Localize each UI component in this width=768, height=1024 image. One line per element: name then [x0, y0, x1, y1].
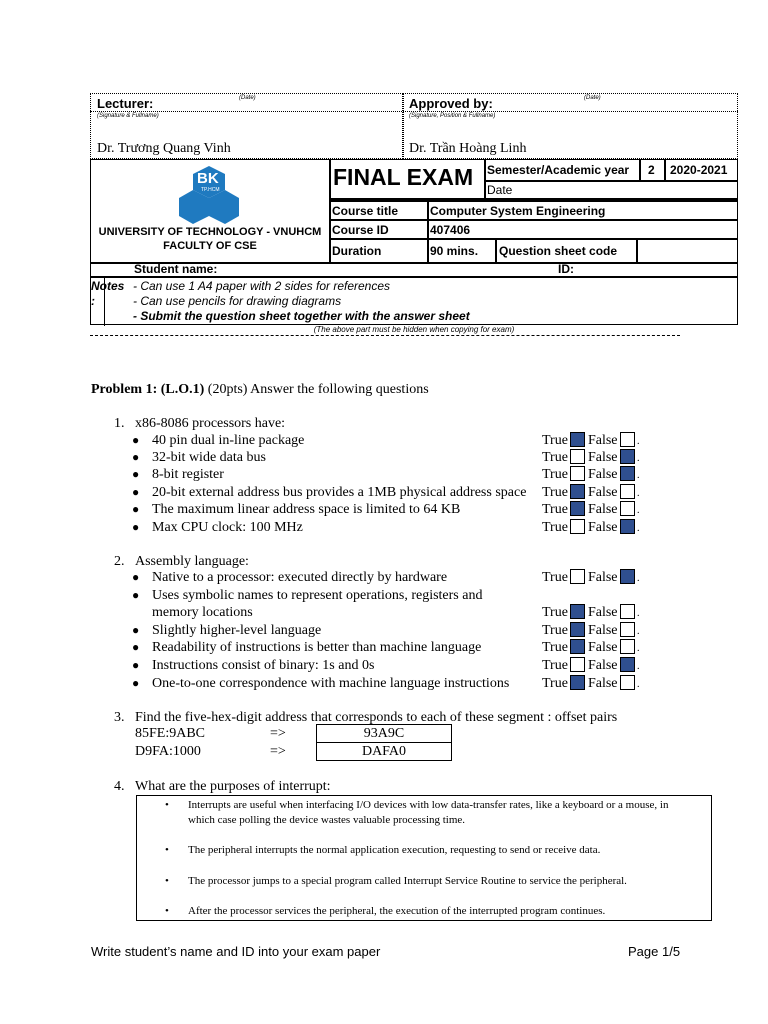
trailing-dot: . — [634, 661, 640, 672]
trailing-dot: . — [634, 488, 640, 499]
q3-arrow-1: => — [270, 726, 286, 741]
course-id-label: Course ID — [332, 223, 389, 237]
false-label: False — [587, 485, 618, 500]
trailing-dot: . — [634, 470, 640, 481]
problem-title — [91, 382, 429, 398]
q2-true-false — [542, 657, 640, 674]
true-label: True — [542, 623, 568, 638]
q2-true-false — [542, 675, 640, 692]
q4-item-2: The peripheral interrupts the normal application execution, requesting to send or receive data. — [188, 844, 601, 856]
q2-number: 2. — [114, 554, 125, 569]
q2-item-text: Uses symbolic names to represent operations, registers and — [152, 588, 483, 603]
q1-true-false — [542, 432, 640, 449]
trailing-dot: . — [634, 573, 640, 584]
true-checkbox[interactable] — [570, 432, 585, 447]
semester-label-cell — [485, 159, 640, 181]
trailing-dot: . — [634, 505, 640, 516]
trailing-dot: . — [634, 608, 640, 619]
q1-item-text: Max CPU clock: 100 MHz — [152, 520, 303, 535]
true-checkbox[interactable] — [570, 466, 585, 481]
lecturer-name: Dr. Trương Quang Vinh — [97, 141, 231, 156]
q1-true-false — [542, 519, 640, 536]
notes-divider — [104, 278, 105, 326]
year-value: 2020-2021 — [670, 163, 728, 177]
trailing-dot: . — [634, 436, 640, 447]
q2-bullet: ● — [132, 570, 140, 584]
note-2: - Can use pencils for drawing diagrams — [133, 294, 342, 308]
exam-title-cell — [330, 159, 485, 199]
true-checkbox[interactable] — [570, 657, 585, 672]
q1-number: 1. — [114, 416, 125, 431]
q1-true-false — [542, 501, 640, 518]
q2-true-false — [542, 639, 640, 656]
qcode-label-cell — [496, 239, 637, 263]
q1-item-text: The maximum linear address space is limited to 64 KB — [152, 502, 461, 517]
q2-bullet: ● — [132, 588, 140, 602]
approver-name: Dr. Trần Hoàng Linh — [409, 141, 527, 156]
page-number: Page 1/5 — [628, 944, 681, 959]
true-checkbox[interactable] — [570, 569, 585, 584]
exam-title: FINAL EXAM — [333, 164, 474, 190]
q3-text: Find the five-hex-digit address that corresponds to each of these segment : offset pairs — [135, 710, 618, 725]
divider — [90, 111, 738, 112]
true-label: True — [542, 485, 568, 500]
q1-bullet: ● — [132, 485, 140, 499]
notes-box — [90, 277, 738, 325]
q2-bullet: ● — [132, 623, 140, 637]
q1-bullet: ● — [132, 502, 140, 516]
logo-sub: TP.HCM — [201, 187, 220, 193]
false-checkbox[interactable] — [620, 519, 635, 534]
q1-bullet: ● — [132, 520, 140, 534]
false-checkbox[interactable] — [620, 657, 635, 672]
q2-bullet: ● — [132, 640, 140, 654]
lecturer-date-label: (Date) — [239, 95, 256, 101]
q3-pair-2: D9FA:1000 — [135, 744, 201, 759]
approver-sign-label: (Signature, Position & Fullname) — [409, 113, 496, 119]
true-checkbox[interactable] — [570, 449, 585, 464]
false-checkbox[interactable] — [620, 639, 635, 654]
true-label: True — [542, 605, 568, 620]
course-title-label-cell — [330, 201, 428, 220]
lecturer-box — [90, 93, 403, 159]
course-id-value-cell — [428, 220, 738, 239]
course-id-value: 407406 — [430, 223, 471, 237]
true-checkbox[interactable] — [570, 675, 585, 690]
q4-number: 4. — [114, 779, 125, 794]
q2-bullet: ● — [132, 676, 140, 690]
q2-text: Assembly language: — [135, 554, 249, 569]
false-label: False — [587, 450, 618, 465]
duration-label-cell — [330, 239, 428, 263]
date-label: Date — [487, 183, 513, 197]
false-label: False — [587, 676, 618, 691]
q3-answer-2: DAFA0 — [316, 742, 452, 761]
true-checkbox[interactable] — [570, 622, 585, 637]
course-title-value-cell — [428, 201, 738, 220]
true-label: True — [542, 676, 568, 691]
true-checkbox[interactable] — [570, 639, 585, 654]
true-label: True — [542, 520, 568, 535]
hidden-note: (The above part must be hidden when copying for exam) — [313, 325, 515, 334]
false-label: False — [587, 623, 618, 638]
trailing-dot: . — [634, 626, 640, 637]
true-checkbox[interactable] — [570, 519, 585, 534]
logo-text: BK — [197, 170, 219, 187]
q1-item-text: 20-bit external address bus provides a 1MB physical address space — [152, 485, 527, 500]
q2-item-text: Instructions consist of binary: 1s and 0s — [152, 658, 375, 673]
course-id-label-cell — [330, 220, 428, 239]
false-checkbox[interactable] — [620, 675, 635, 690]
false-checkbox[interactable] — [620, 569, 635, 584]
duration-label: Duration — [332, 244, 382, 258]
q4-bullet-3: • — [165, 875, 169, 887]
true-label: True — [542, 658, 568, 673]
true-label: True — [542, 433, 568, 448]
q1-true-false — [542, 484, 640, 501]
q3-answer-1: 93A9C — [316, 724, 452, 743]
student-name-label: Student name: — [134, 262, 218, 276]
false-checkbox[interactable] — [620, 484, 635, 499]
q4-item-3: The processor jumps to a special program called Interrupt Service Routine to service the peripheral. — [188, 875, 627, 887]
lecturer-sign-label: (Signature & Fullname) — [97, 113, 159, 119]
university-block — [90, 159, 330, 263]
q4-text: What are the purposes of interrupt: — [135, 779, 331, 794]
true-checkbox[interactable] — [570, 604, 585, 619]
q1-true-false — [542, 466, 640, 483]
q2-item-text: Native to a processor: executed directly by hardware — [152, 570, 448, 585]
footer-instruction: Write student’s name and ID into your exam paper — [91, 944, 381, 959]
duration-value: 90 mins. — [430, 244, 479, 258]
course-title-value: Computer System Engineering — [430, 204, 606, 218]
true-label: True — [542, 570, 568, 585]
true-label: True — [542, 640, 568, 655]
notes-colon: : — [91, 294, 95, 308]
note-3: - Submit the question sheet together with the answer sheet — [133, 309, 470, 323]
q4-answer-box — [136, 795, 712, 921]
true-label: True — [542, 467, 568, 482]
true-label: True — [542, 502, 568, 517]
problem-title-rest: (20pts) Answer the following questions — [204, 382, 429, 397]
approved-label: Approved by: — [409, 96, 493, 111]
q2-item-text-cont: memory locations — [152, 605, 253, 620]
false-label: False — [587, 570, 618, 585]
false-label: False — [587, 433, 618, 448]
trailing-dot: . — [634, 679, 640, 690]
false-label: False — [587, 658, 618, 673]
note-1: - Can use 1 A4 paper with 2 sides for references — [133, 279, 391, 293]
year-value-cell — [665, 159, 738, 181]
false-checkbox[interactable] — [620, 432, 635, 447]
trailing-dot: . — [634, 523, 640, 534]
q1-item-text: 40 pin dual in-line package — [152, 433, 305, 448]
true-checkbox[interactable] — [570, 484, 585, 499]
false-label: False — [587, 520, 618, 535]
university-name: UNIVERSITY OF TECHNOLOGY - VNUHCM — [98, 226, 322, 238]
false-label: False — [587, 605, 618, 620]
approver-date-label: (Date) — [584, 95, 601, 101]
q1-text: x86-8086 processors have: — [135, 416, 286, 431]
cut-line — [90, 335, 680, 336]
q3-number: 3. — [114, 710, 125, 725]
q1-bullet: ● — [132, 467, 140, 481]
q2-true-false — [542, 569, 640, 586]
true-checkbox[interactable] — [570, 501, 585, 516]
false-checkbox[interactable] — [620, 604, 635, 619]
trailing-dot: . — [634, 453, 640, 464]
student-row — [90, 263, 738, 277]
q4-bullet-2: • — [165, 844, 169, 856]
q2-bullet: ● — [132, 658, 140, 672]
q4-bullet-4: • — [165, 905, 169, 917]
semester-value-cell — [640, 159, 665, 181]
lecturer-label: Lecturer: — [97, 96, 154, 111]
duration-value-cell — [428, 239, 496, 263]
notes-label: Notes — [91, 279, 125, 293]
q1-item-text: 8-bit register — [152, 467, 224, 482]
false-checkbox[interactable] — [620, 449, 635, 464]
q3-arrow-2: => — [270, 744, 286, 759]
course-title-label: Course title — [332, 204, 399, 218]
qcode-label: Question sheet code — [499, 244, 618, 258]
date-cell — [485, 181, 738, 199]
false-checkbox[interactable] — [620, 466, 635, 481]
q2-true-false — [542, 622, 640, 639]
q2-item-text: One-to-one correspondence with machine language instructions — [152, 676, 510, 691]
semester-value: 2 — [648, 163, 655, 177]
trailing-dot: . — [634, 643, 640, 654]
semester-label: Semester/Academic year — [487, 163, 630, 177]
id-label: ID: — [558, 262, 574, 276]
false-checkbox[interactable] — [620, 501, 635, 516]
q2-item-text: Readability of instructions is better than machine language — [152, 640, 482, 655]
false-label: False — [587, 467, 618, 482]
q3-pair-1: 85FE:9ABC — [135, 726, 206, 741]
faculty-name: FACULTY OF CSE — [163, 240, 257, 252]
q1-bullet: ● — [132, 433, 140, 447]
q1-true-false — [542, 449, 640, 466]
q4-bullet-1: • — [165, 799, 169, 811]
approver-box — [403, 93, 738, 159]
q2-true-false — [542, 604, 640, 621]
q1-bullet: ● — [132, 450, 140, 464]
q4-item-1: Interrupts are useful when interfacing I/O devices with low data-transfer rates, like a keyboard or a mouse, in which case polling the device wastes valuable processing time. — [188, 799, 669, 826]
problem-title-bold: Problem 1: (L.O.1) — [91, 382, 205, 397]
exam-header — [90, 93, 738, 334]
false-label: False — [587, 640, 618, 655]
q2-item-text: Slightly higher-level language — [152, 623, 322, 638]
false-label: False — [587, 502, 618, 517]
false-checkbox[interactable] — [620, 622, 635, 637]
true-label: True — [542, 450, 568, 465]
q1-item-text: 32-bit wide data bus — [152, 450, 266, 465]
q4-item-4: After the processor services the peripheral, the execution of the interrupted program continues. — [188, 905, 606, 917]
qcode-value-cell — [637, 239, 738, 263]
